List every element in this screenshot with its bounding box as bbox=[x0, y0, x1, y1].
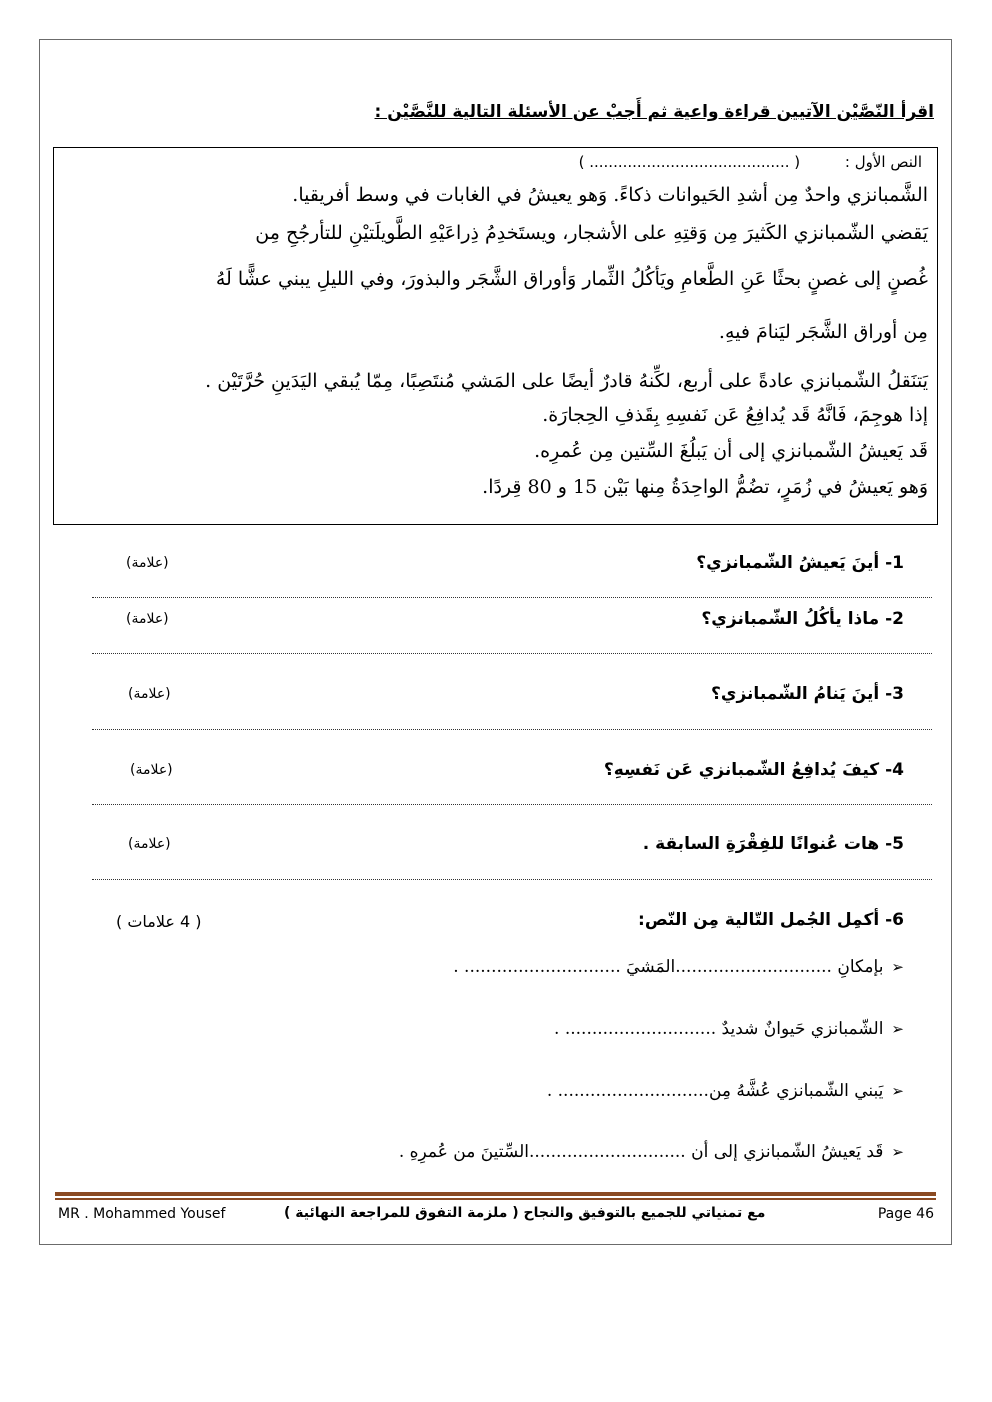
arrow-bullet-icon: ➢ bbox=[891, 958, 904, 976]
instruction-heading: اقرأ النّصَّيْن الآتيين قراءة واعية ثم أَجبْ عن الأسئلة التالية للنَّصَّيْن : bbox=[374, 102, 934, 122]
answer-line-4[interactable] bbox=[92, 804, 932, 805]
question-4: 4- كيفَ يُدافِعُ الشّمبانزي عَن نَفسِهِ؟ bbox=[603, 760, 904, 780]
arrow-bullet-icon: ➢ bbox=[891, 1082, 904, 1100]
completion-text-2: الشّمبانزي حَيوانٌ شديدٌ ............................ . bbox=[554, 1019, 884, 1039]
question-4-mark: (علامة) bbox=[130, 762, 173, 778]
text1-line: وَهو يَعيشُ في زُمَرٍ، تضُمُّ الواحِدَةُ مِنها بَيْن 15 و 80 قِردًا. bbox=[482, 476, 928, 498]
answer-line-2[interactable] bbox=[92, 653, 932, 654]
completion-item-3[interactable] bbox=[547, 1081, 904, 1101]
footer-page-number: Page 46 bbox=[877, 1206, 934, 1222]
text1-line: يَتنَقلُ الشّمبانزي عادةً على أربع، لكِّنهُ قادرٌ أيضًا على المَشي مُنتَصِبًا، مِمّا يُبقي اليَدَينِ حُرَّتَيْن . bbox=[205, 370, 928, 392]
question-5-mark: (علامة) bbox=[128, 836, 171, 852]
answer-line-1[interactable] bbox=[92, 597, 932, 598]
text1-title: النص الأول : bbox=[844, 153, 922, 171]
text1-title-row bbox=[579, 153, 922, 171]
answer-line-5[interactable] bbox=[92, 879, 932, 880]
text1-line: يَقضي الشّمبانزي الكَثيرَ مِن وَقتِهِ على الأشجار، ويستَخدِمُ ذِراعَيْهِ الطَّويلَتيْنِ للتأرجُحِ مِن bbox=[255, 222, 928, 244]
footer-divider bbox=[55, 1192, 936, 1196]
completion-item-4[interactable] bbox=[399, 1142, 904, 1162]
question-6: 6- أكمِل الجُمل التّالية مِن النّص: bbox=[638, 910, 904, 930]
text1-line: مِن أوراق الشَّجَر ليَنامَ فيهِ. bbox=[718, 321, 928, 343]
arrow-bullet-icon: ➢ bbox=[891, 1143, 904, 1161]
footer-divider-thin bbox=[55, 1198, 936, 1200]
completion-item-1[interactable] bbox=[453, 957, 904, 977]
question-2-mark: (علامة) bbox=[126, 611, 169, 627]
answer-line-3[interactable] bbox=[92, 729, 932, 730]
completion-text-3: يَبني الشّمبانزي عُشَّهُ مِن............................ . bbox=[546, 1081, 884, 1101]
text1-line: إذا هوجِمَ، فَانَّهُ قَد يُدافِعُ عَن نَفسِهِ بِقَذفِ الحِجارَة. bbox=[542, 404, 928, 426]
question-5: 5- هات عُنوانًا للفِقْرَةِ السابقة . bbox=[642, 834, 904, 854]
text1-line: غُصنٍ إلى غصنٍ بحثًا عَنِ الطَّعامِ ويَأكُلُ الثِّمار وَأوراق الشَّجَر والبذورَ، وفي الليلِ يبني عشًّا لَهُ bbox=[215, 268, 928, 290]
completion-text-4: قَد يَعيشُ الشّمبانزي إلى أن .............................السِّتينَ من عُمرِهِ . bbox=[398, 1142, 884, 1162]
text1-line: الشَّمبانزي واحدٌ مِن أشدِ الحَيوانات ذكاءً. وَهو يعيشُ في الغابات في وسط أفريقيا. bbox=[292, 184, 928, 206]
question-1-mark: (علامة) bbox=[126, 555, 169, 571]
question-3-mark: (علامة) bbox=[128, 686, 171, 702]
question-2: 2- ماذا يأكُلُ الشّمبانزي؟ bbox=[701, 609, 904, 629]
question-6-mark: ( 4 علامات ) bbox=[116, 912, 202, 931]
footer-author: MR . Mohammed Yousef bbox=[58, 1206, 226, 1222]
completion-item-2[interactable] bbox=[554, 1019, 904, 1039]
question-3: 3- أينَ يَنامُ الشّمبانزي؟ bbox=[711, 684, 904, 704]
text1-line: قَد يَعيشُ الشّمبانزي إلى أن يَبلُغَ السِّتين مِن عُمرِه. bbox=[534, 440, 928, 462]
footer-note: مع تمنياتي للجميع بالتوفيق والنجاح ( ملزمة التفوق للمراجعة النهائية ) bbox=[284, 1205, 766, 1221]
text1-title-blank: ( .......................................... ) bbox=[578, 153, 801, 171]
completion-text-1: بإمكانِ .............................المَشيَ ............................. . bbox=[453, 957, 884, 977]
arrow-bullet-icon: ➢ bbox=[891, 1020, 904, 1038]
question-1: 1- أينَ يَعيشُ الشّمبانزي؟ bbox=[696, 553, 904, 573]
